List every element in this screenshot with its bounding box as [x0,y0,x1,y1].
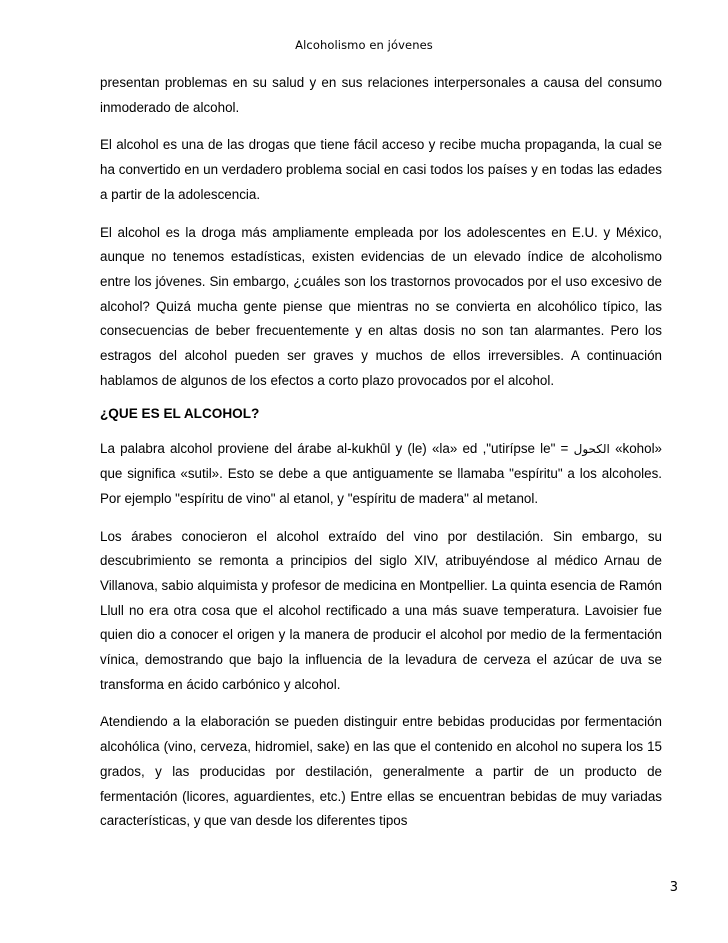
arabic-word: الكحول [573,442,610,457]
document-body [100,71,662,847]
etymology-text-end: «kohol» que significa «sutil». Esto se debe a que antiguamente se llamaba "espíritu" a los alcoholes. Por ejemplo "espíritu de vino" al etanol, y "espíritu de madera" al metanol. [100,441,662,506]
paragraph-etymology [100,437,662,511]
section-heading: ¿QUE ES EL ALCOHOL? [100,406,260,422]
page-number: 3 [669,880,678,895]
page-header-title: Alcoholismo en jóvenes [295,38,433,52]
etymology-text-start: La palabra alcohol proviene del árabe al-kukhūl y (le) «la» ed ,"utirípse le" = [100,441,574,457]
paragraph-adolescents: El alcohol es la droga más ampliamente empleada por los adolescentes en E.U. y México, aunque no tenemos estadísticas, existen evidencias de un elevado índice de alcoholismo entre los jóvenes. Sin embargo, ¿cuáles son los trastornos provocados por el uso excesivo de alcohol? Quizá mucha gente piense que mientras no se convierta en alcohólico típico, las consecuencias de beber frecuentemente y en altas dosis no son tan alarmantes. Pero los estragos del alcohol pueden ser graves y muchos de ellos irreversibles. A continuación hablamos de algunos de los efectos a corto plazo provocados por el alcohol. [100,224,662,388]
paragraph-history: Los árabes conocieron el alcohol extraído del vino por destilación. Sin embargo, su descubrimiento se remonta a principios del siglo XIV, atribuyéndose al médico Arnau de Villanova, sabio alquimista y profesor de medicina en Montpellier. La quinta esencia de Ramón Llull no era otra cosa que el alcohol rectificado a una más suave temperatura. Lavoisier fue quien dio a conocer el origen y la manera de producir el alcohol por medio de la fermentación vínica, demostrando que bajo la influencia de la levadura de cerveza el azúcar de uva se transforma en ácido carbónico y alcohol. [100,528,662,692]
paragraph-continuation: presentan problemas en su salud y en sus relaciones interpersonales a causa del consumo inmoderado de alcohol. [100,75,662,115]
paragraph-alcohol-access: El alcohol es una de las drogas que tiene fácil acceso y recibe mucha propaganda, la cual se ha convertido en un verdadero problema social en casi todos los países y en todas las edades a partir de la adolescencia. [100,137,662,202]
paragraph-beverage-types: Atendiendo a la elaboración se pueden distinguir entre bebidas producidas por fermentación alcohólica (vino, cerveza, hidromiel, sake) en las que el contenido en alcohol no supera los 15 grados, y las producidas por destilación, generalmente a partir de un producto de fermentación (licores, aguardientes, etc.) Entre ellas se encuentran bebidas de muy variadas características, y que van desde los diferentes tipos [100,714,662,829]
